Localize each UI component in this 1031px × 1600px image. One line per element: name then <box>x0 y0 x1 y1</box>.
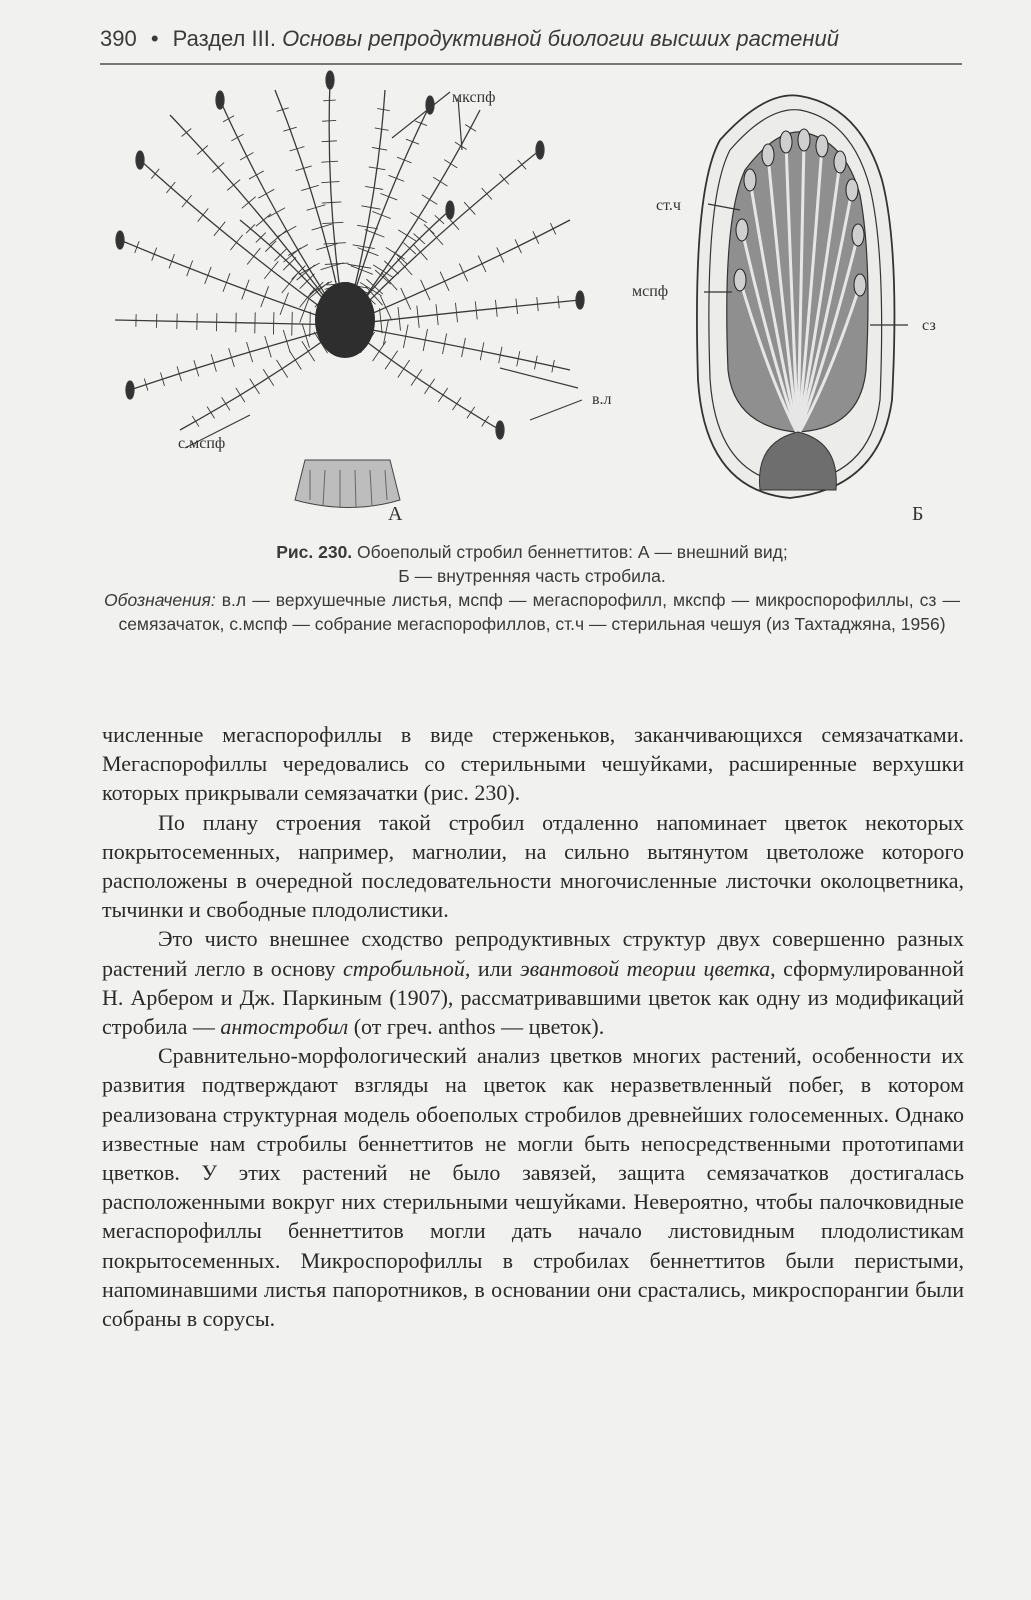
sporophyll-tip <box>116 231 124 249</box>
pinna <box>169 254 174 268</box>
paragraph-2: По плану строения такой стробил отдаленно напоминает цветок некоторых покрытосеменных, например, магнолии, на сильно вытянутом цветоложе которого расположены в очередной последовательности многочисленные листочки околоцветника, тычинки и свободные плодолистики. <box>102 809 964 923</box>
pinna <box>372 211 390 218</box>
pinna <box>406 139 419 144</box>
pinna <box>411 369 422 385</box>
pinna <box>249 171 264 179</box>
ovule <box>798 129 810 151</box>
pinna <box>261 286 269 307</box>
pinna <box>212 163 224 173</box>
pinna <box>292 312 293 336</box>
caption-line-1 <box>104 540 960 564</box>
frond-rachis <box>140 160 345 325</box>
sporophyll-tip <box>136 151 144 169</box>
pinna <box>455 142 467 149</box>
section-label: Раздел III. <box>172 26 276 51</box>
pinna <box>465 125 476 132</box>
pinna <box>464 202 475 215</box>
pinna <box>385 351 398 370</box>
pinna <box>283 330 290 353</box>
frond-rachis <box>345 325 570 370</box>
pinna <box>321 161 338 162</box>
pinna <box>482 188 492 199</box>
pinna <box>214 222 225 236</box>
ovule <box>780 131 792 153</box>
pinna <box>444 160 457 168</box>
pinna <box>263 369 274 386</box>
pinna <box>422 195 437 205</box>
strobilus-base <box>295 460 400 508</box>
strobilus-center <box>315 282 375 358</box>
pinna <box>478 256 486 272</box>
main-text <box>102 720 964 1333</box>
pinna <box>227 180 240 191</box>
sporophyll-tip <box>446 201 454 219</box>
sporophyll-tip <box>496 421 504 439</box>
pinna <box>358 248 379 256</box>
sporophyll-tip <box>576 291 584 309</box>
figure-number: Рис. 230. <box>276 542 353 562</box>
caption-legend <box>104 588 960 636</box>
p3-text-c: , сформулированной Н. Арбером и Дж. Паркиным (1907), рассматривавшими цветок как одну из модификаций стробила — <box>102 955 964 1040</box>
paragraph-3 <box>102 924 964 1041</box>
frond-rachis <box>120 240 345 325</box>
frond-rachis <box>345 150 540 325</box>
pinna <box>497 247 504 262</box>
label-stch: ст.ч <box>656 197 681 214</box>
pinna <box>207 407 215 419</box>
p3-text-d: (от греч. anthos — цветок). <box>348 1014 605 1040</box>
ovule <box>854 274 866 296</box>
pinna <box>282 274 297 293</box>
figure-illustration <box>100 70 962 540</box>
header-rule <box>100 63 962 65</box>
pinna <box>322 120 336 121</box>
pinna <box>413 244 427 260</box>
paragraph-1: численные мегаспорофиллы в виде стерженьков, заканчивающихся семязачатками. Мегаспорофиллы чередовались со стерильными чешуйками, расширенные верхушки которых прикрывали семязачатки (рис. 230). <box>102 722 964 806</box>
pinna <box>222 397 230 410</box>
pinna <box>236 388 245 402</box>
pinna <box>438 388 447 402</box>
frond-rachis <box>345 220 570 325</box>
caption-title: Обоеполый стробил беннеттитов: А — внешний вид; <box>352 542 788 562</box>
sporophyll-tip <box>326 71 334 89</box>
pinna <box>198 208 209 221</box>
pinna <box>264 261 278 278</box>
ovule <box>834 151 846 173</box>
pinna <box>388 175 404 181</box>
pinna <box>152 248 157 261</box>
pinna <box>398 230 416 241</box>
pinna <box>231 134 243 141</box>
pinna <box>268 208 285 218</box>
pinna <box>242 280 249 300</box>
pinna <box>250 379 260 394</box>
pinna <box>365 230 385 238</box>
pinna <box>187 260 193 276</box>
pinna <box>518 160 526 169</box>
pinna <box>401 288 411 310</box>
section-title: Основы репродуктивной биологии высших растений <box>282 26 839 51</box>
p3-text-a: Это чисто внешнее сходство репродуктивных структур двух совершенно разных растений легло в основу <box>102 926 964 981</box>
pinna <box>300 299 309 323</box>
label-vl: в.л <box>592 391 612 408</box>
pinna <box>550 223 555 234</box>
sporophyll-tip <box>126 381 134 399</box>
pinna <box>482 416 489 426</box>
ovule <box>816 135 828 157</box>
pinna <box>192 416 199 427</box>
pinna <box>421 280 430 300</box>
pinna <box>533 231 539 244</box>
pinna <box>323 100 336 101</box>
pinna <box>398 360 410 377</box>
pinna <box>499 174 508 184</box>
paragraph-4: Сравнительно-морфологический анализ цветков многих растений, особенности их развития подтверждают взгляды на цветок как неразветвленный побег, в котором реализована структурная модель обоеполых стробилов древнейших голосеменных. Однако известные нам стробилы беннеттитов не могли быть непосредственными прототипами цветков. У этих растений не было завязей, защита семязачатков достигалась расположенными вокруг них стерильными чешуйками. Невероятно, чтобы палочковидные мегаспорофиллы беннеттитов могли дать начало листовидным плодолистикам покрытосеменных. Микроспорофиллы в стробилах беннеттитов были перистыми, напоминавшими листья папоротников, в основании они срастались, микроспорангии были собраны в сорусы. <box>102 1043 964 1332</box>
pinna <box>322 141 337 142</box>
ovule <box>736 219 748 241</box>
panel-letter-b: Б <box>912 503 924 525</box>
term-euanthial-theory: эвантовой теории цветка <box>519 955 771 981</box>
pinna <box>280 293 288 315</box>
ovule <box>744 169 756 191</box>
panel-letter-a: А <box>388 503 403 525</box>
pinna <box>197 146 208 155</box>
pinna <box>258 189 274 198</box>
pinna <box>247 248 260 264</box>
pinna <box>430 230 443 245</box>
label-sz: сз <box>922 317 936 334</box>
pinna <box>182 195 192 207</box>
pinna <box>452 397 461 410</box>
label-smsp: с.мспф <box>178 435 226 452</box>
pinna <box>397 258 412 275</box>
pinna <box>321 182 339 183</box>
pinna <box>381 296 392 319</box>
panel-b-section <box>697 95 908 498</box>
pinna <box>322 222 343 223</box>
term-anthostrobilus: антостробил <box>220 1014 349 1040</box>
legend-label: Обозначения: <box>104 590 216 610</box>
pinna <box>310 312 311 337</box>
pinna <box>278 226 296 236</box>
pinna <box>223 273 230 291</box>
label-mksp: мкспф <box>452 89 496 106</box>
term-strobilar: стробильной <box>342 955 465 981</box>
label-msp: мспф <box>632 283 669 300</box>
pinna <box>151 169 159 179</box>
pinna <box>397 157 411 163</box>
pinna <box>433 177 447 186</box>
pinna <box>424 379 434 394</box>
sporophyll-tip <box>536 141 544 159</box>
pinna <box>276 360 287 378</box>
pinna <box>410 212 427 222</box>
pinna <box>467 407 475 419</box>
pinna <box>240 153 253 160</box>
pinna <box>223 116 234 122</box>
sporophyll-tip <box>216 91 224 109</box>
page-number: 390 <box>100 26 137 51</box>
pinna <box>205 267 211 284</box>
pinna <box>373 341 386 361</box>
ovule <box>852 224 864 246</box>
ovule <box>734 269 746 291</box>
caption-line-2: Б — внутренняя часть стробила. <box>398 566 666 586</box>
pinna <box>459 264 467 282</box>
pinna <box>288 245 308 256</box>
p3-text-b: , или <box>464 955 520 981</box>
running-header <box>100 26 962 52</box>
ovule <box>762 144 774 166</box>
pinna <box>322 202 342 203</box>
pinna <box>256 214 271 227</box>
header-bullet: • <box>150 26 159 51</box>
pinna <box>230 235 242 250</box>
pinna <box>415 121 427 126</box>
pinna <box>515 239 522 253</box>
ovule <box>846 179 858 201</box>
figure-caption <box>104 540 960 636</box>
figure-230 <box>100 70 962 540</box>
legend-text: в.л — верхушечные листья, мспф — мегаспорофилл, мкспф — микроспорофиллы, сз — семязачаток, с.мспф — собрание мегаспорофиллов, ст.ч — стерильная чешуя (из Тахтаджяна, 1956) <box>118 590 960 634</box>
pinna <box>242 197 256 209</box>
pinna <box>166 182 175 193</box>
pinna <box>440 272 449 291</box>
pinna <box>380 193 397 200</box>
pinna <box>289 351 301 370</box>
